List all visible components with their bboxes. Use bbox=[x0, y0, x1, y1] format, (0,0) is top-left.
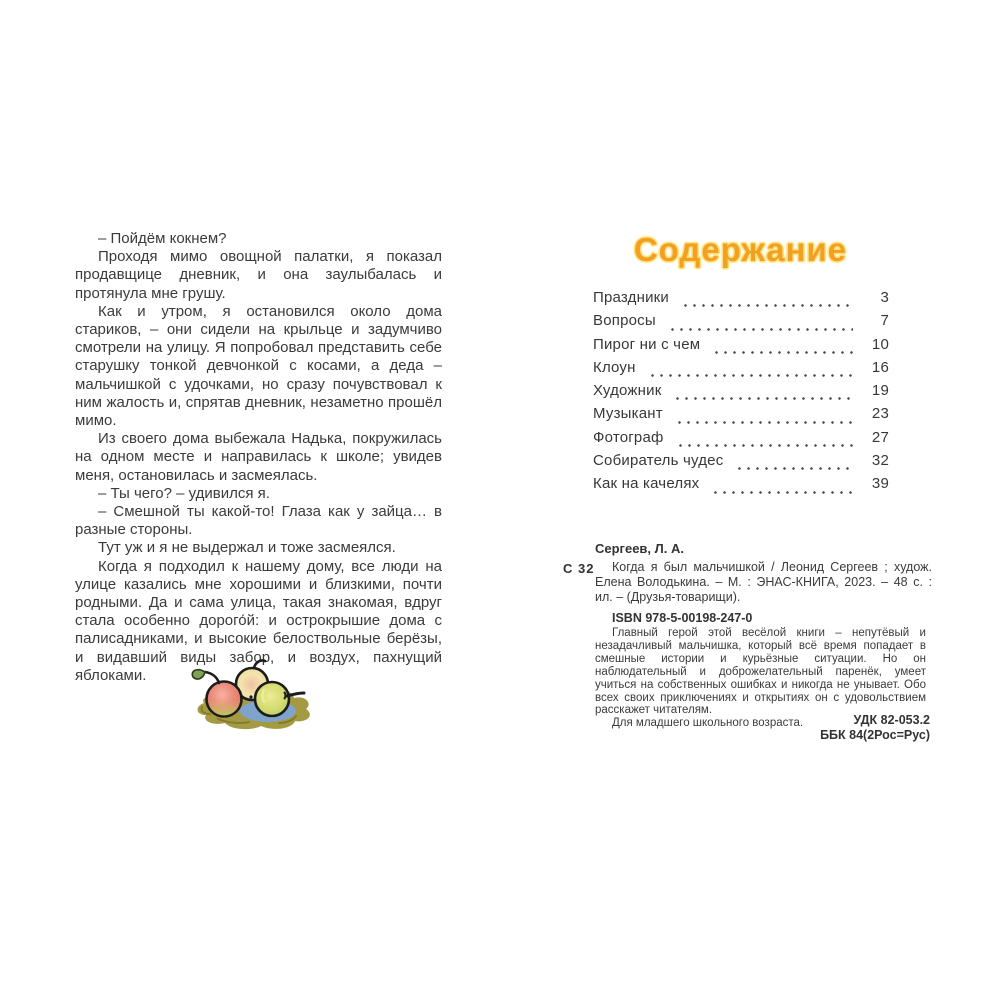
imprint-udk-bbk bbox=[632, 713, 930, 742]
story-paragraph: Тут уж и я не выдержал и тоже засмеялся. bbox=[98, 539, 396, 557]
toc-entry bbox=[593, 382, 889, 405]
toc-entry bbox=[593, 429, 889, 452]
toc-entry bbox=[593, 359, 889, 382]
toc-title: Содержание bbox=[633, 231, 848, 268]
toc-entry bbox=[593, 405, 889, 428]
story-paragraph: Из своего дома выбежала Надька, покружилась на одном месте и направилась к школе; увидев меня, остановилась и засмеялась. bbox=[75, 430, 442, 484]
toc-entry-label: Клоун bbox=[593, 358, 636, 376]
story-text bbox=[75, 230, 442, 685]
toc-leader-dots bbox=[735, 467, 853, 470]
imprint-udk: УДК 82-053.2 bbox=[853, 713, 930, 727]
toc-leader-dots bbox=[648, 374, 853, 377]
toc-entry-label: Пирог ни с чем bbox=[593, 335, 701, 353]
annotation-paragraph: Главный герой этой весёлой книги – непутёвый и незадачливый мальчишка, который всё время попадает в смешные истории и курьёзные ситуации. Но он наблюдательный и доброжелательный паренёк, умеет учиться на собственных ошибках и никогда не унывает. Обо всех своих приключениях и открытиях он с удовольствием расскажет читателям. bbox=[595, 627, 926, 717]
imprint-audience: Для младшего школьного возраста. bbox=[612, 717, 804, 730]
toc-entry-page: 16 bbox=[871, 358, 889, 376]
imprint-bbk: ББК 84(2Рос=Рус) bbox=[820, 727, 930, 742]
toc-entry bbox=[593, 452, 889, 475]
toc-leader-dots bbox=[681, 304, 853, 307]
toc-entry-label: Художник bbox=[593, 382, 662, 400]
toc-entry-label: Как на качелях bbox=[593, 475, 700, 493]
story-paragraph: – Ты чего? – удивился я. bbox=[98, 484, 270, 502]
imprint-record-row bbox=[563, 560, 932, 606]
story-paragraph: Как и утром, я остановился около дома стариков, – они сидели на крыльце и задумчиво смотрели на улицу. Я попробовал представить себе старушку тонкой девчонкой с косами, а деда – мальчишкой с удочками, но сразу почувствовал к ним жалость и, спрятав дневник, незаметно прошёл мимо. bbox=[75, 302, 442, 430]
toc-entry-label: Вопросы bbox=[593, 312, 656, 330]
story-paragraph: Проходя мимо овощной палатки, я показал продавщице дневник, и она заулыбалась и протянула мне грушу. bbox=[75, 248, 442, 302]
story-paragraph: – Смешной ты какой-то! Глаза как у зайца… в разные стороны. bbox=[75, 503, 442, 539]
toc-entry-page: 19 bbox=[871, 382, 889, 400]
toc-entry bbox=[593, 475, 889, 498]
toc-leader-dots bbox=[673, 397, 853, 400]
toc-entry-page: 39 bbox=[871, 475, 889, 493]
toc-leader-dots bbox=[711, 491, 853, 494]
story-paragraph: – Пойдём кокнем? bbox=[98, 230, 227, 247]
toc-list bbox=[593, 289, 889, 499]
toc-entry-page: 3 bbox=[880, 289, 889, 306]
imprint-isbn: ISBN 978-5-00198-247-0 bbox=[612, 611, 753, 625]
toc-entry-page: 7 bbox=[880, 312, 889, 330]
toc-leader-dots bbox=[675, 421, 853, 424]
story-paragraph: Когда я подходил к нашему дому, все люди на улице казались мне хорошими и близкими, почти родными. Да и сама улица, такая знакомая, вдруг стала особенно дорого́й: и острокрышие дома с палисадниками, и высокие белоствольные берёзы, и видавший виды забор, и воздух, пахнущий яблоками. bbox=[75, 557, 442, 684]
toc-entry-label: Собиратель чудес bbox=[593, 452, 724, 470]
toc-leader-dots bbox=[676, 444, 853, 447]
toc-entry-page: 27 bbox=[871, 428, 889, 446]
toc-entry bbox=[593, 312, 889, 335]
toc-entry-label: Праздники bbox=[593, 289, 670, 306]
toc-entry-page: 32 bbox=[871, 452, 889, 470]
imprint-classification-code: С 32 bbox=[563, 561, 595, 576]
toc-entry-page: 23 bbox=[871, 405, 889, 423]
toc-leader-dots bbox=[712, 351, 853, 354]
three-apples-illustration bbox=[188, 652, 320, 738]
toc-entry bbox=[593, 336, 889, 359]
toc-entry-page: 10 bbox=[871, 335, 889, 353]
imprint-bibliographic-record: Когда я был мальчишкой / Леонид Сергеев ; худож. Елена Володькина. – М. : ЭНАС-КНИГА, 2023. – 48 с. : ил. – (Друзья-товарищи). bbox=[595, 560, 932, 605]
toc-entry-label: Фотограф bbox=[593, 428, 664, 446]
imprint-author-heading: Сергеев, Л. А. bbox=[595, 541, 684, 556]
toc-entry-label: Музыкант bbox=[593, 405, 663, 423]
toc-leader-dots bbox=[668, 328, 853, 331]
toc-entry bbox=[593, 289, 889, 312]
